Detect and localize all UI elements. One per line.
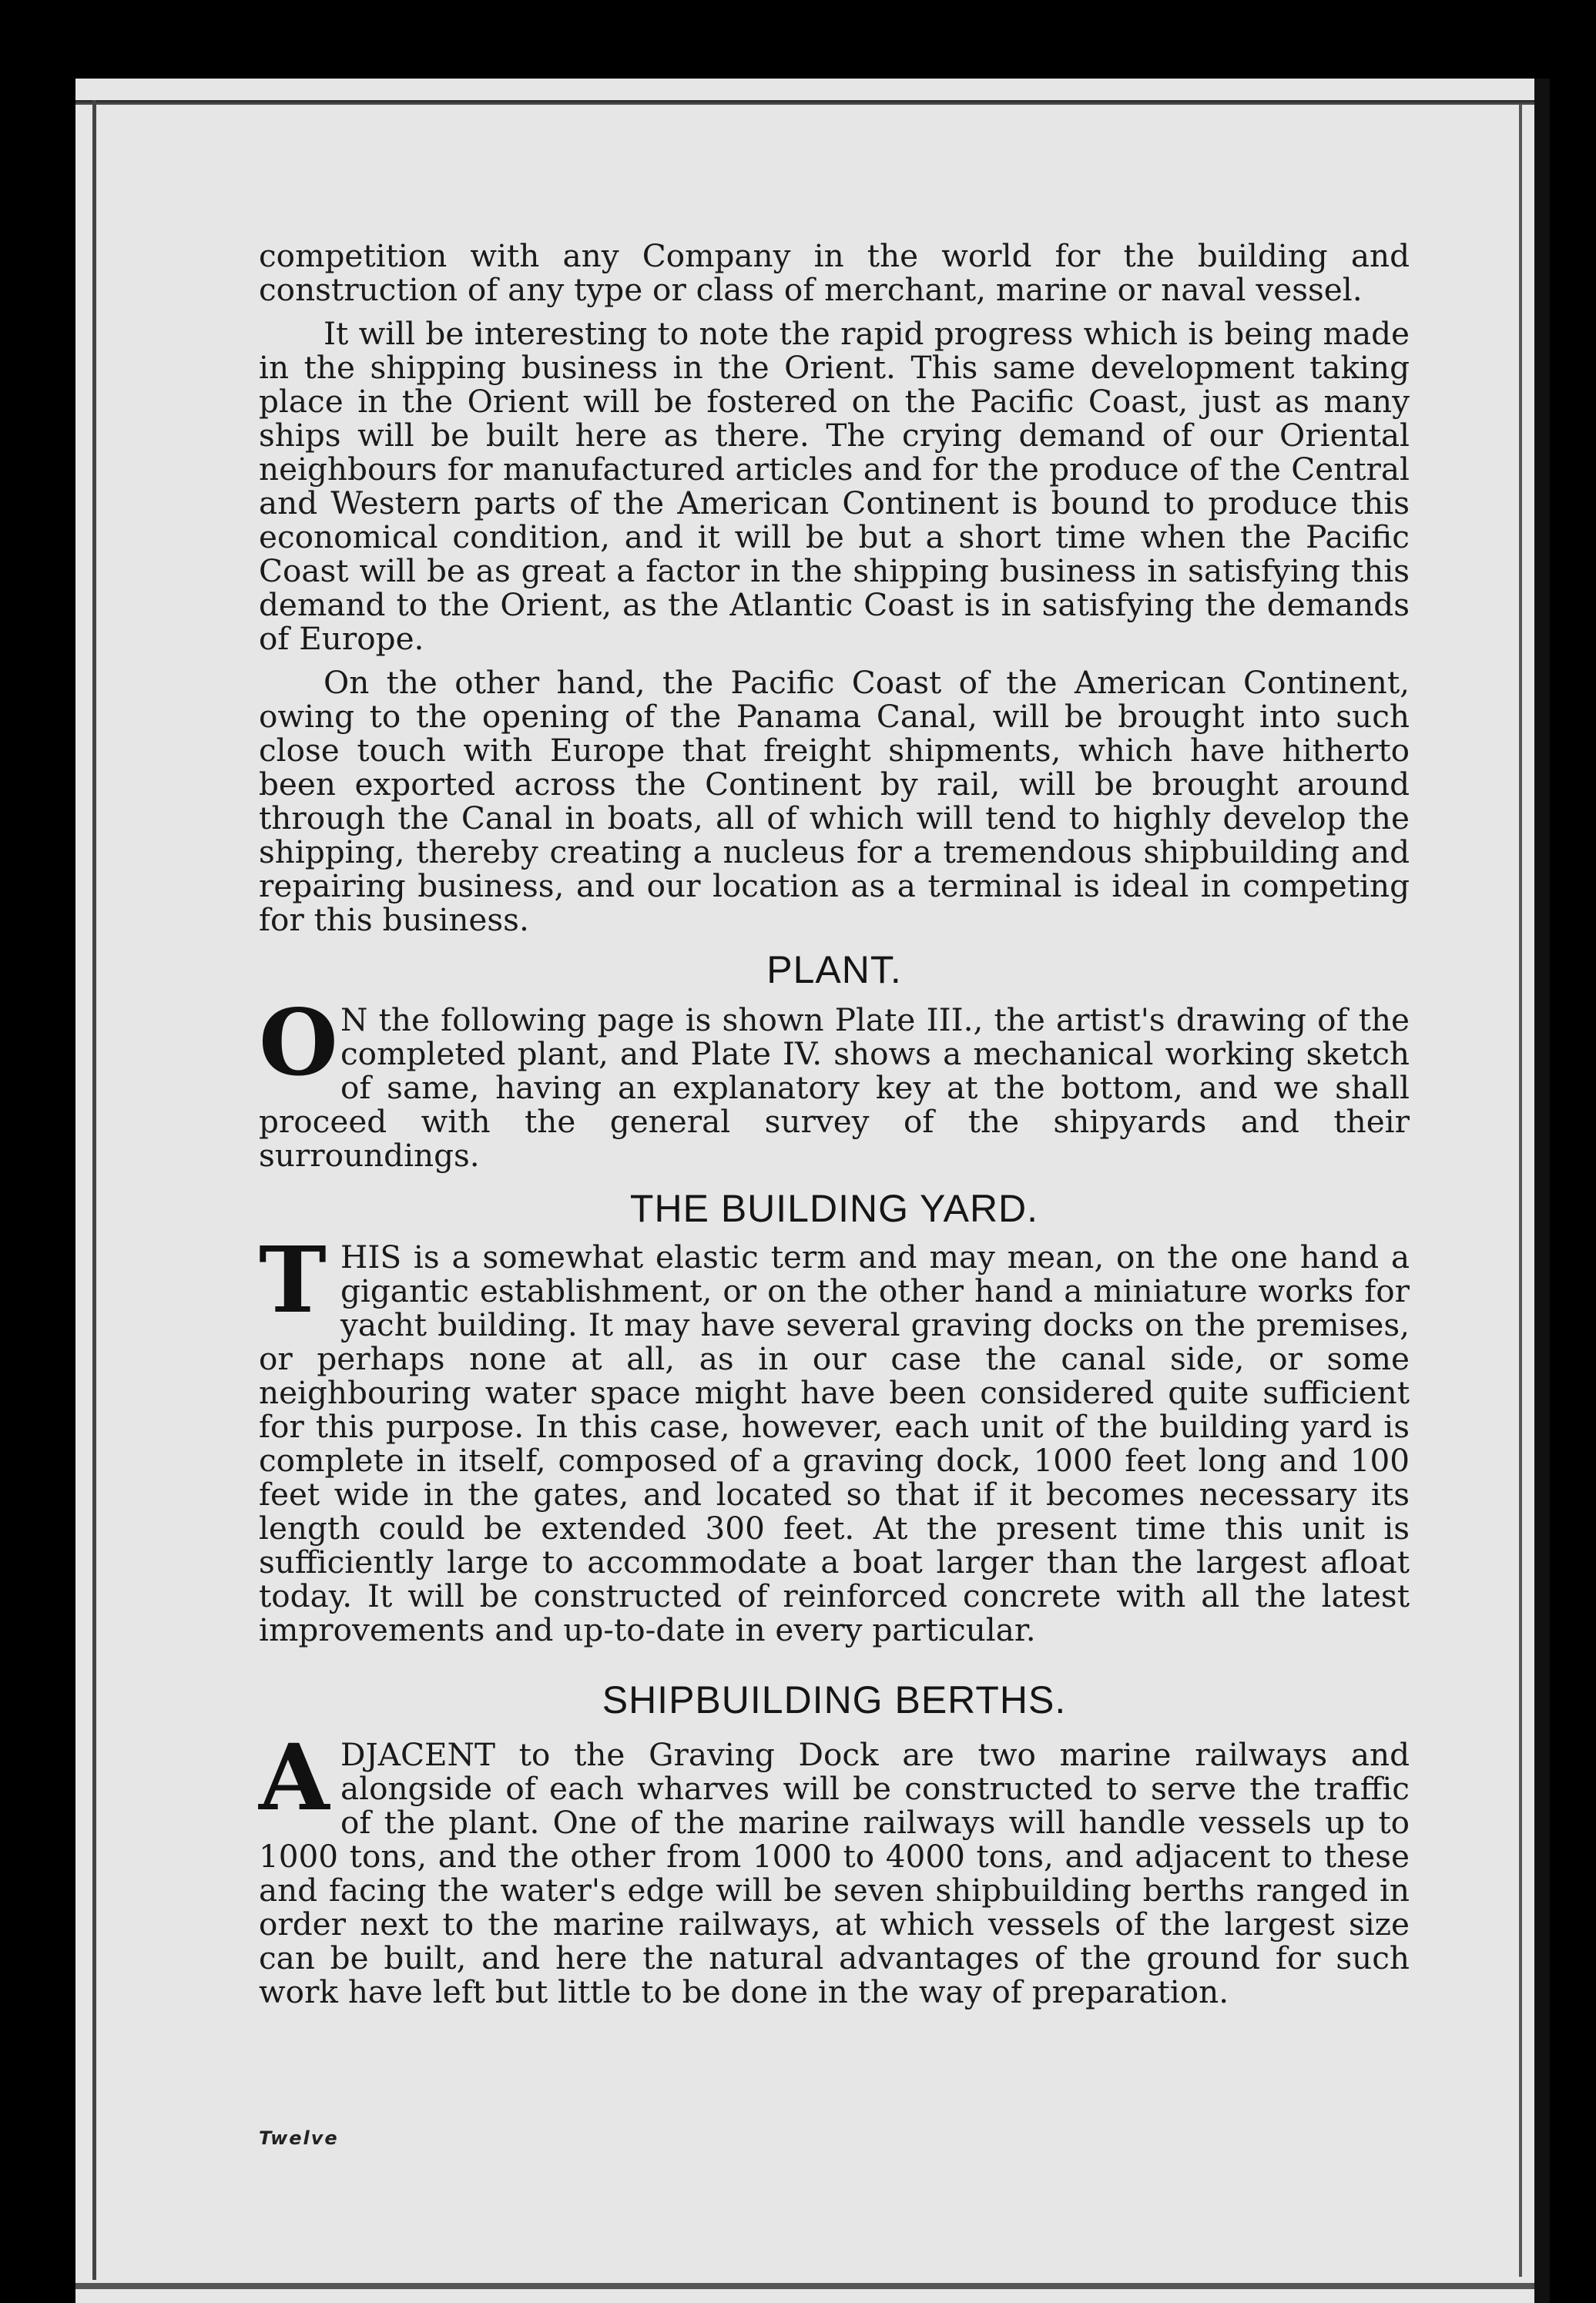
paragraph-panama: On the other hand, the Pacific Coast of the American Continent, owing to the opening of the Panama Canal, will be brought into such close touch with Europe that freight shipments, which have hitherto been exported across the Continent by rail, will be brought around through the Canal in boats, all of which will tend to highly develop the shipping, thereby creating a nucleus for a tremendous shipbuilding and repairing business, and our location as a terminal is ideal in competing for this business.	[259, 664, 1410, 938]
body-text	[259, 239, 1410, 2009]
paragraph-berths-text: DJACENT to the Graving Dock are two marine railways and alongside of each wharves will be constructed to serve the traffic of the plant. One of the marine railways will handle vessels up to 1000 tons, and the other from 1000 to 4000 tons, and adjacent to these and facing the water's edge will be seven shipbuilding berths ranged in order next to the marine railways, at which vessels of the largest size can be built, and here the natural advantages of the ground for such work have left but little to be done in the way of preparation.	[259, 1736, 1410, 2010]
page-border-bottom	[75, 2283, 1550, 2289]
page-border-right	[1519, 105, 1522, 2277]
paragraph-building-yard-text: HIS is a somewhat elastic term and may mean, on the one hand a gigantic establishment, or on the other hand a miniature works for yacht building. It may have several graving docks on the premises, or perhaps none at all, as in our case the canal side, or some neighbouring water space might have been considered quite sufficient for this purpose. In this case, however, each unit of the building yard is complete in itself, composed of a graving dock, 1000 feet long and 100 feet wide in the gates, and located so that if it becomes necessary its length could be extended 300 feet. At the present time this unit is sufficiently large to accommodate a boat larger than the largest afloat today. It will be constructed of reinforced concrete with all the latest improvements and up-to-date in every particular.	[259, 1239, 1410, 1648]
paragraph-berths	[259, 1724, 1410, 2010]
heading-building-yard: THE BUILDING YARD.	[629, 1187, 1039, 1230]
paragraph-plant-text: N the following page is shown Plate III., the artist's drawing of the completed plant, and Plate IV. shows a mechanical working sketch of same, having an explanatory key at the bottom, and we shall proceed with the general survey of the shipyards and their surroundings.	[259, 1001, 1410, 1174]
paragraph-building-yard	[259, 1226, 1410, 1648]
heading-shipbuilding-berths: SHIPBUILDING BERTHS.	[602, 1678, 1067, 1721]
page-edge-shadow	[1534, 79, 1550, 2303]
paragraph-plant	[259, 989, 1410, 1174]
page-border-top	[75, 100, 1550, 105]
paragraph-orient: It will be interesting to note the rapid progress which is being made in the shipping business in the Orient. This same development taking place in the Orient will be fostered on the Pacific Coast, just as many ships will be built here as there. The crying demand of our Oriental neighbours for manufactured articles and for the produce of the Central and Western parts of the American Continent is bound to produce this economical condition, and it will be but a short time when the Pacific Coast will be as great a factor in the shipping business in satisfying this demand to the Orient, as the Atlantic Coast is in satisfying the demands of Europe.	[259, 315, 1410, 657]
page-border-left	[92, 100, 96, 2280]
dropcap-t: T	[259, 1226, 327, 1333]
dropcap-o: O	[259, 989, 338, 1096]
paragraph-continuation: competition with any Company in the world for the building and construction of any type or class of merchant, marine or naval vessel.	[259, 237, 1410, 308]
heading-plant: PLANT.	[766, 948, 902, 991]
page-number: Twelve	[259, 2127, 339, 2149]
dropcap-a: A	[259, 1724, 330, 1831]
